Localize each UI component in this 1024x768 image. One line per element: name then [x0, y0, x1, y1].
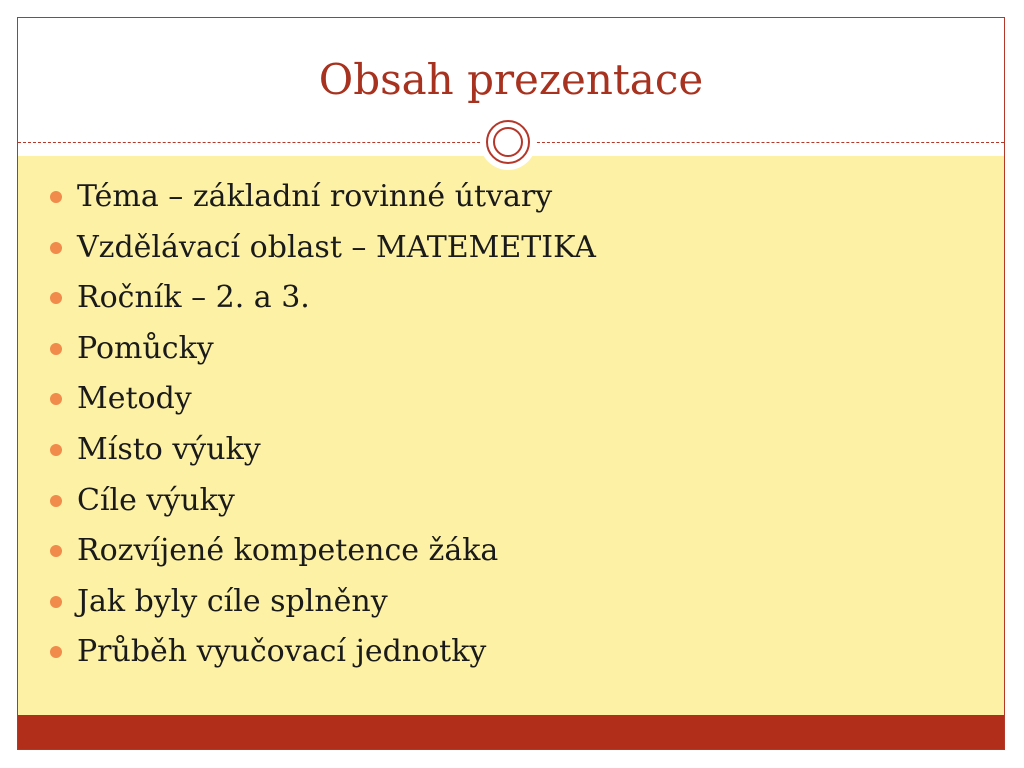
list-item-label: Rozvíjené kompetence žáka — [77, 533, 499, 569]
list-item-label: Pomůcky — [77, 330, 214, 366]
list-item-label: Metody — [77, 381, 192, 417]
list-item-label: Vzdělávací oblast – MATEMETIKA — [77, 229, 596, 265]
list-item — [48, 429, 596, 480]
list-item — [48, 530, 596, 581]
slide-title: Obsah prezentace — [318, 55, 704, 104]
bullet-dot-icon — [50, 343, 62, 355]
footer-bar — [18, 715, 1004, 749]
list-item — [48, 277, 596, 328]
bullet-dot-icon — [50, 242, 62, 254]
bullet-dot-icon — [50, 596, 62, 608]
list-item — [48, 176, 596, 227]
bullet-dot-icon — [50, 191, 62, 203]
list-item — [48, 328, 596, 379]
list-item-label: Ročník – 2. a 3. — [77, 280, 310, 316]
list-item — [48, 480, 596, 531]
bullet-dot-icon — [50, 444, 62, 456]
list-item-label: Místo výuky — [77, 431, 261, 467]
slide-frame — [17, 17, 1005, 750]
bullet-dot-icon — [50, 545, 62, 557]
bullet-list — [48, 176, 596, 682]
circle-ring-inner — [493, 127, 523, 157]
bullet-dot-icon — [50, 393, 62, 405]
list-item — [48, 581, 596, 632]
list-item-label: Téma – základní rovinné útvary — [77, 179, 553, 214]
bullet-dot-icon — [50, 495, 62, 507]
bullet-dot-icon — [50, 646, 62, 658]
list-item-label: Jak byly cíle splněny — [77, 583, 388, 619]
list-item-label: Cíle výuky — [77, 482, 235, 518]
circle-ring-outer — [486, 120, 530, 164]
list-item — [48, 227, 596, 278]
bullet-dot-icon — [50, 292, 62, 304]
double-circle-icon — [480, 114, 536, 170]
list-item-label: Průběh vyučovací jednotky — [77, 634, 487, 670]
list-item — [48, 631, 596, 682]
list-item — [48, 378, 596, 429]
